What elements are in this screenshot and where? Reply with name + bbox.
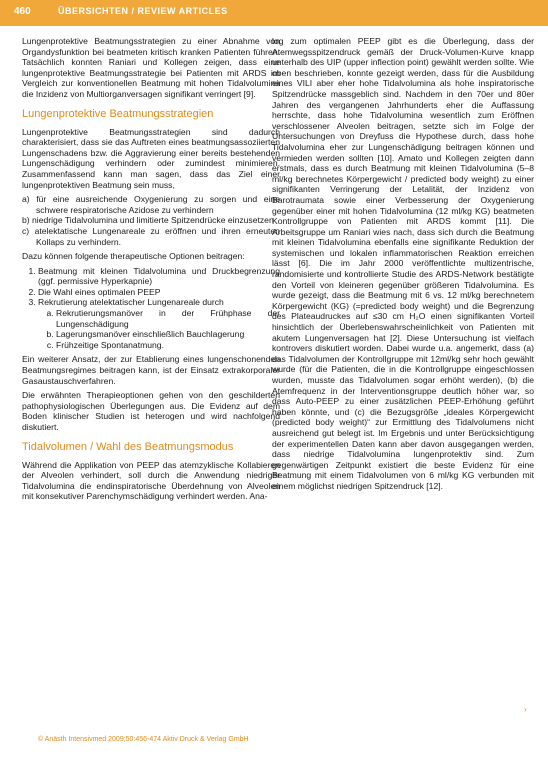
goals-list	[22, 194, 280, 247]
paragraph-options-intro: Dazu können folgende therapeutische Optionen beitragen:	[22, 251, 245, 262]
goal-item: a) für eine ausreichende Oxygenierung zu sorgen und eine schwere respiratorische Azidose zu verhindern	[22, 194, 280, 215]
option-item	[38, 297, 280, 350]
paragraph-extracorporeal: Ein weiterer Ansatz, der zur Etablierung eines lungenschonenden Beatmungsregimes beitragen kann, ist der Einsatz extrakorporaler Gasaustauschverfahren.	[22, 354, 280, 386]
goal-item: c) atelektatische Lungenareale zu eröffnen und ihren erneuten Kollaps zu verhindern.	[22, 225, 280, 247]
paragraph-tidal-evidence: log zum optimalen PEEP gibt es die Überlegung, dass der Atemwegsspitzendruck gemäß der Druck-Volumen-Kurve knapp unterhalb des UIP (upper inflection point) gewählt werden sollte. Wie oben beschrieben, konnte gezeigt werden, dass für die Ausbildung eines VILI aber eher hohe Tidalvolumina als hohe inspiratorische Spitzendrücke massgeblich sind. Nachdem in den 70er und 80er Jahren des vergangenen Jahrhunderts eher die Auffassung herrschte, dass hohe Tidalvolumina wesentlich zum Eröffnen verschlossener Alveolen beitragen, setzte sich im Folge der Untersuchungen von Dreyfuss die Hypothese durch, dass hohe Tidalvolumina eher zur Lungenschädigung beitragen können und vermieden werden sollten [10]. Amato und Kollegen zeigten dann erstmals, dass es durch Beatmung mit kleinen Tidalvolumina (5–8 ml/kg berechnetes Körpergewicht / predicted body weight) zu einer signifikanten Verringerung der Letalität, der Inzidenz von Barotraumata sowie einer Verbesserung der Oxygenierung gegenüber einer mit hohen Tidalvolumina (12 ml/kg KG) beatmeten Kontrollgruppe von Patienten mit ARDS kommt [11]. Die Arbeitsgruppe um Raniari wies nach, dass sich durch die Beatmung mit kleinen Tidalvolumina ebenfalls eine signifikante Reduktion der systemischen und lokalen inflammatorischen Reaktion erreichen lässt [6]. Die im Jahr 2000 veröffentlichte multizentrische, randomisierte und kontrollierte Studie des ARDS-Network bestätigte den Vorteil von kleineren gegenüber größeren Tidalvolumina. Es wurde gezeigt, dass die Beatmung mit 6 vs. 12 ml/kg berechnetem Körpergewicht (KG) (=predicted body weight) und die Begrenzung des Plateaudruckes auf ≤30 cm H₂O einen signifikanten Vorteil hinsichtlich der Überlebenswahrscheinlichkeit von Patienten mit akutem Lungenversagen hat [2]. Diese Untersuchung ist vielfach kontrovers diskutiert worden. Dabei wurde u.a. angemerkt, dass (a) das Tidalvolumen der Kontrollgruppe mit 12ml/kg sehr hoch gewählt wurde (für die Patienten, die in die Kontrollgruppe eingeschlossen wurden, musste das Tidalvolumen sogar erhöht werden), (b) die Atemfrequenz in der Interventionsgruppe deutlich höher war, so dass Auto-PEEP zu einer zusätzlichen PEEP-Erhöhung geführt haben könnte, und (c) die Bezugsgröße „ideales Körpergewicht (predicted body weight)“ zur Ermittlung des Tidalvolumens nicht ausreichend gut belegt ist. Im Ergebnis und unter Berücksichtigung der experimentellen Daten kann aber davon ausgegangen werden, dass niedrige Tidalvolumina lungenprotektiv sind. Zum gegenwärtigen Zeitpunkt existiert die beste Evidenz für eine Beatmung mit einem Tidalvolumen von 6 ml/kg KG verbunden mit einem möglichst niedrigen Spitzendruck [12].	[272, 36, 534, 491]
paragraph-evidence: Die erwähnten Therapieoptionen gehen von den geschilderten pathophysiologischen Überlegungen aus. Die Evidenz auf dem Boden klinischer Studien ist heterogen und wird nachfolgend diskutiert.	[22, 390, 280, 432]
left-column	[22, 36, 280, 506]
option-item: 2. Die Wahl eines optimalen PEEP	[38, 287, 280, 298]
sub-option-item: b. Lagerungsmanöver einschließlich Bauchlagerung	[56, 329, 280, 340]
right-column	[272, 36, 534, 496]
sub-option-item: c. Frühzeitige Spontanatmung.	[56, 340, 280, 351]
paragraph-definition: Lungenprotektive Beatmungsstrategien sind dadurch charakterisiert, dass sie das Auftreten eines beatmungsassoziierten Lungenschadens bzw. die Aggravierung einer bereits bestehenden Lungenschädigung verhindern oder zumindest minimieren. Zusammenfassend kann man sagen, dass das Ziel einer lungenprotektiven Beatmung sein muss,	[22, 126, 280, 190]
heading-lungenprotektive: Lungenprotektive Beatmungsstrategien	[22, 107, 214, 120]
intro-paragraph: Lungenprotektive Beatmungsstrategien zu einer Abnahme von Organdysfunktion bei beatmeten kritisch kranken Patienten führen. Tatsächlich konnten Raniari und Kollegen zeigen, dass eine lungenprotektive Beatmungsstrategie bei Patienten mit ARDS im Vergleich zur konventionellen Beatmung mit hohen Tidalvolumina die Inzidenz von Multiorganversagen signifikant verringert [9].	[22, 36, 280, 99]
sub-options-list	[38, 308, 280, 350]
sub-option-item: a. Rekrutierungsmanöver in der Frühphase der Lungenschädigung	[56, 308, 280, 329]
options-list	[22, 266, 280, 351]
page-number: 460	[14, 6, 31, 17]
footer-copyright: © Anästh Intensivmed 2009;50:456-474 Aktiv Druck & Verlag GmbH	[38, 736, 249, 743]
continue-arrow-icon: ›	[524, 705, 527, 714]
heading-tidalvolumen: Tidalvolumen / Wahl des Beatmungsmodus	[22, 440, 234, 453]
option-item-text: Rekrutierung atelektatischer Lungenareale durch	[38, 297, 224, 308]
section-title: ÜBERSICHTEN / REVIEW ARTICLES	[58, 6, 228, 16]
header-bar	[0, 0, 548, 26]
goal-item: b) niedrige Tidalvolumina und limitierte Spitzendrücke einzusetzen	[22, 215, 274, 226]
paragraph-peep: Während die Applikation von PEEP das atemzyklische Kollabieren der Alveolen verhindert, soll durch die Anwendung niedriger Tidalvolumina die endinspiratorische Überdehnung von Alveolen mit konsekutiver Parenchymschädigung verhindert werden. Ana-	[22, 459, 280, 502]
option-item: 1. Beatmung mit kleinen Tidalvolumina und Druckbegrenzung (ggf. permissive Hyperkapnie)	[38, 266, 280, 287]
